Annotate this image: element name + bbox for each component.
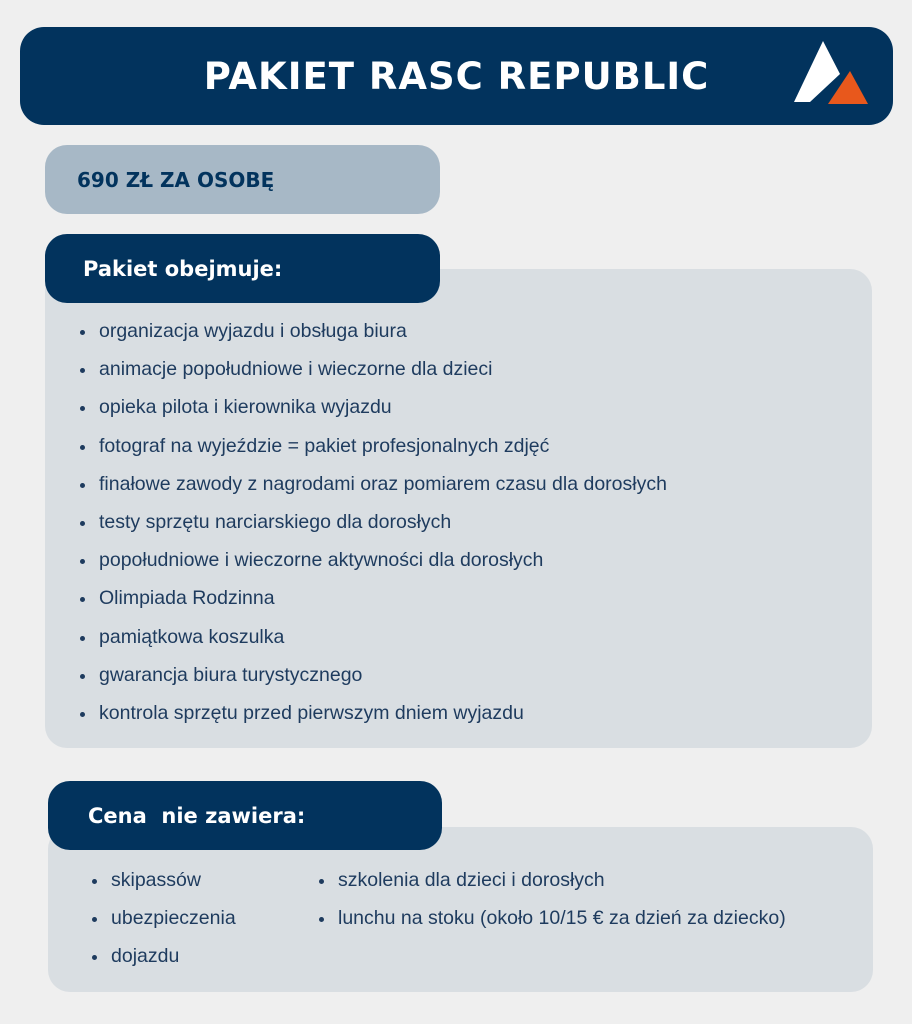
excludes-list-right xyxy=(319,861,786,937)
list-item: szkolenia dla dzieci i dorosłych xyxy=(319,861,786,899)
list-item: kontrola sprzętu przed pierwszym dniem wyjazdu xyxy=(80,694,667,732)
excludes-list-left xyxy=(92,861,236,976)
brand-logo-icon xyxy=(792,40,872,108)
list-item: popołudniowe i wieczorne aktywności dla dorosłych xyxy=(80,541,667,579)
list-item: opieka pilota i kierownika wyjazdu xyxy=(80,388,667,426)
list-item: finałowe zawody z nagrodami oraz pomiarem czasu dla dorosłych xyxy=(80,465,667,503)
list-item: gwarancja biura turystycznego xyxy=(80,656,667,694)
includes-list xyxy=(80,312,667,732)
excludes-heading: Cena nie zawiera: xyxy=(48,781,442,850)
list-item: ubezpieczenia xyxy=(92,899,236,937)
list-item: testy sprzętu narciarskiego dla dorosłych xyxy=(80,503,667,541)
list-item: dojazdu xyxy=(92,937,236,975)
page-title: PAKIET RASC REPUBLIC xyxy=(203,54,710,98)
logo-white-peak xyxy=(794,41,840,102)
list-item: Olimpiada Rodzinna xyxy=(80,579,667,617)
header-banner xyxy=(20,27,893,125)
list-item: pamiątkowa koszulka xyxy=(80,618,667,656)
list-item: organizacja wyjazdu i obsługa biura xyxy=(80,312,667,350)
list-item: lunchu na stoku (około 10/15 € za dzień za dziecko) xyxy=(319,899,786,937)
list-item: skipassów xyxy=(92,861,236,899)
price-badge: 690 ZŁ ZA OSOBĘ xyxy=(45,145,440,214)
list-item: animacje popołudniowe i wieczorne dla dzieci xyxy=(80,350,667,388)
list-item: fotograf na wyjeździe = pakiet profesjonalnych zdjęć xyxy=(80,427,667,465)
includes-heading: Pakiet obejmuje: xyxy=(45,234,440,303)
